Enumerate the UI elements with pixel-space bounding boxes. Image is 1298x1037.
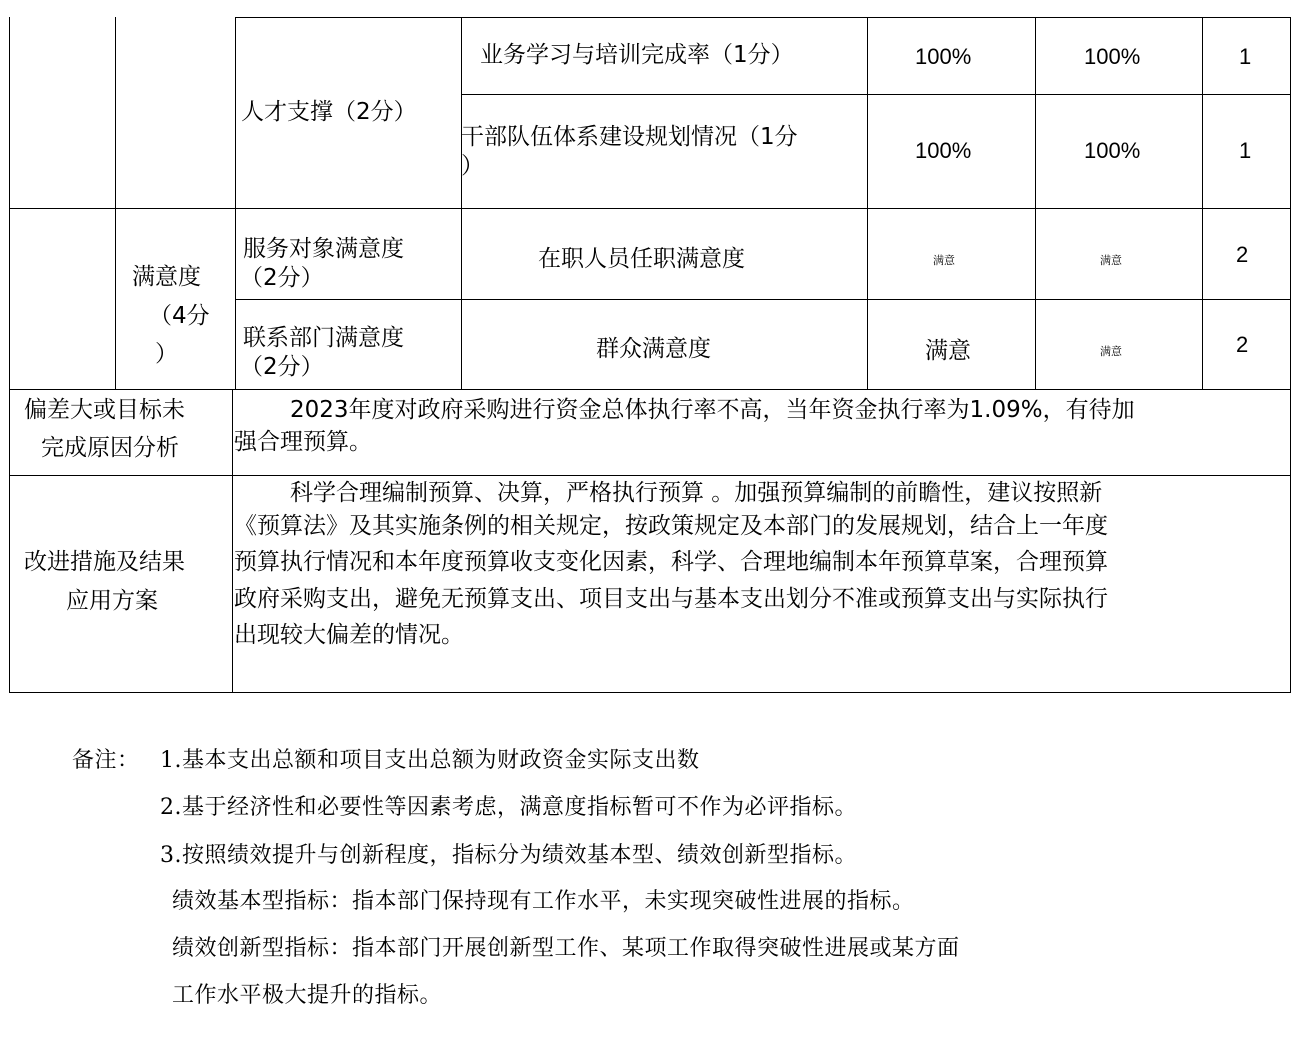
deviation-label: 偏差大或目标未 <box>24 397 185 423</box>
score-value: 1 <box>1239 138 1252 163</box>
grid-line <box>9 475 1291 476</box>
category-service-satisfaction: 服务对象满意度 <box>243 236 404 262</box>
actual-value: 满意 <box>1100 254 1122 267</box>
improvement-text: 政府采购支出，避免无预算支出、项目支出与基本支出划分不准或预算支出与实际执行 <box>234 586 1108 612</box>
score-value: 2 <box>1236 332 1249 357</box>
actual-value: 满意 <box>1100 345 1122 358</box>
note-item: 1.基本支出总额和项目支出总额为财政资金实际支出数 <box>160 748 700 773</box>
indicator-cadre-planning: 干部队伍体系建设规划情况（1分 <box>461 124 798 150</box>
note-item: 绩效创新型指标：指本部门开展创新型工作、某项工作取得突破性进展或某方面 <box>172 936 960 961</box>
target-value: 100% <box>915 44 972 69</box>
indicator-training-completion: 业务学习与培训完成率（1分） <box>480 42 794 68</box>
note-item: 工作水平极大提升的指标。 <box>172 983 443 1008</box>
grid-line <box>115 17 116 390</box>
improvement-text: 科学合理编制预算、决算，严格执行预算 。加强预算编制的前瞻性，建议按照新 <box>290 480 1103 506</box>
satisfaction-label-score: （4分 <box>149 303 210 329</box>
actual-value: 100% <box>1084 138 1141 163</box>
deviation-label-cont: 完成原因分析 <box>41 435 179 461</box>
target-value: 满意 <box>925 338 971 364</box>
improvement-text: 预算执行情况和本年度预算收支变化因素，科学、合理地编制本年预算草案，合理预算 <box>234 549 1108 575</box>
satisfaction-label-close: ） <box>155 341 178 367</box>
grid-line <box>461 17 462 390</box>
grid-line <box>1035 17 1036 390</box>
grid-line <box>232 389 233 693</box>
category-department-satisfaction: 联系部门满意度 <box>243 325 404 351</box>
grid-line <box>235 17 236 390</box>
grid-line <box>867 17 868 390</box>
improvement-text: 出现较大偏差的情况。 <box>234 622 464 648</box>
grid-line <box>9 17 10 693</box>
grid-line <box>1202 17 1203 390</box>
note-item: 3.按照绩效提升与创新程度，指标分为绩效基本型、绩效创新型指标。 <box>160 843 857 868</box>
grid-line <box>235 17 1291 18</box>
grid-line <box>1290 17 1291 693</box>
grid-line <box>461 94 1291 95</box>
improvement-label: 改进措施及结果 <box>24 549 185 575</box>
target-value: 满意 <box>933 254 955 267</box>
notes-prefix: 备注： <box>72 748 140 773</box>
indicator-public-satisfaction: 群众满意度 <box>596 336 711 362</box>
note-item: 绩效基本型指标：指本部门保持现有工作水平，未实现突破性进展的指标。 <box>172 889 915 914</box>
score-value: 2 <box>1236 242 1249 267</box>
deviation-text: 强合理预算。 <box>234 429 372 455</box>
category-service-satisfaction-score: （2分） <box>240 265 324 291</box>
improvement-label-cont: 应用方案 <box>66 588 158 614</box>
indicator-staff-satisfaction: 在职人员任职满意度 <box>538 246 745 272</box>
actual-value: 100% <box>1084 44 1141 69</box>
note-item: 2.基于经济性和必要性等因素考虑，满意度指标暂可不作为必评指标。 <box>160 795 857 820</box>
target-value: 100% <box>915 138 972 163</box>
grid-line <box>9 389 1291 390</box>
improvement-text: 《预算法》及其实施条例的相关规定，按政策规定及本部门的发展规划，结合上一年度 <box>234 513 1108 539</box>
score-value: 1 <box>1239 44 1252 69</box>
grid-line <box>9 692 1291 693</box>
indicator-cadre-planning-cont: ） <box>461 153 484 179</box>
grid-line <box>9 208 1291 209</box>
category-department-satisfaction-score: （2分） <box>240 354 324 380</box>
satisfaction-label: 满意度 <box>132 264 201 290</box>
grid-line <box>235 299 1291 300</box>
deviation-text: 2023年度对政府采购进行资金总体执行率不高，当年资金执行率为1.09%，有待加 <box>290 397 1135 423</box>
category-talent-support: 人才支撑（2分） <box>241 99 417 125</box>
